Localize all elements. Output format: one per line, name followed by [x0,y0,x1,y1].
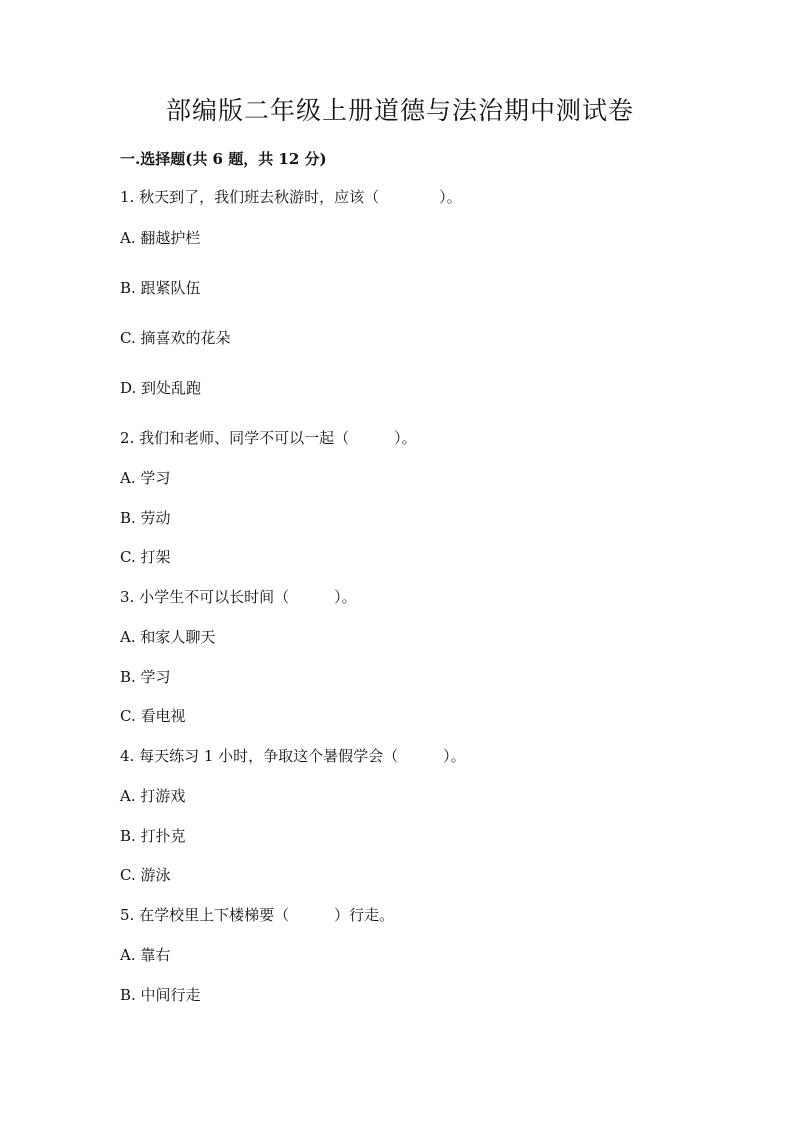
option-item: C. 摘喜欢的花朵 [120,329,231,347]
question-stem: 2. 我们和老师、同学不可以一起（ ）。 [120,429,417,447]
option-item: B. 中间行走 [120,986,201,1004]
option-item: B. 学习 [120,668,171,686]
section-heading: 一.选择题(共 6 题，共 12 分) [120,150,327,168]
question-stem: 4. 每天练习 1 小时，争取这个暑假学会（ ）。 [120,747,466,765]
option-item: C. 打架 [120,548,171,566]
question-stem: 3. 小学生不可以长时间（ ）。 [120,588,357,606]
option-item: A. 靠右 [120,946,171,964]
question-stem: 5. 在学校里上下楼梯要（ ）行走。 [120,906,395,924]
option-item: C. 游泳 [120,866,171,884]
option-item: B. 打扑克 [120,827,186,845]
option-item: A. 学习 [120,469,171,487]
option-item: B. 劳动 [120,509,171,527]
option-item: A. 翻越护栏 [120,229,201,247]
option-item: A. 打游戏 [120,787,186,805]
question-stem: 1. 秋天到了，我们班去秋游时，应该（ ）。 [120,188,462,206]
option-item: D. 到处乱跑 [120,379,202,397]
page-title: 部编版二年级上册道德与法治期中测试卷 [165,96,634,125]
option-item: C. 看电视 [120,707,186,725]
option-item: A. 和家人聊天 [120,628,216,646]
option-item: B. 跟紧队伍 [120,279,201,297]
